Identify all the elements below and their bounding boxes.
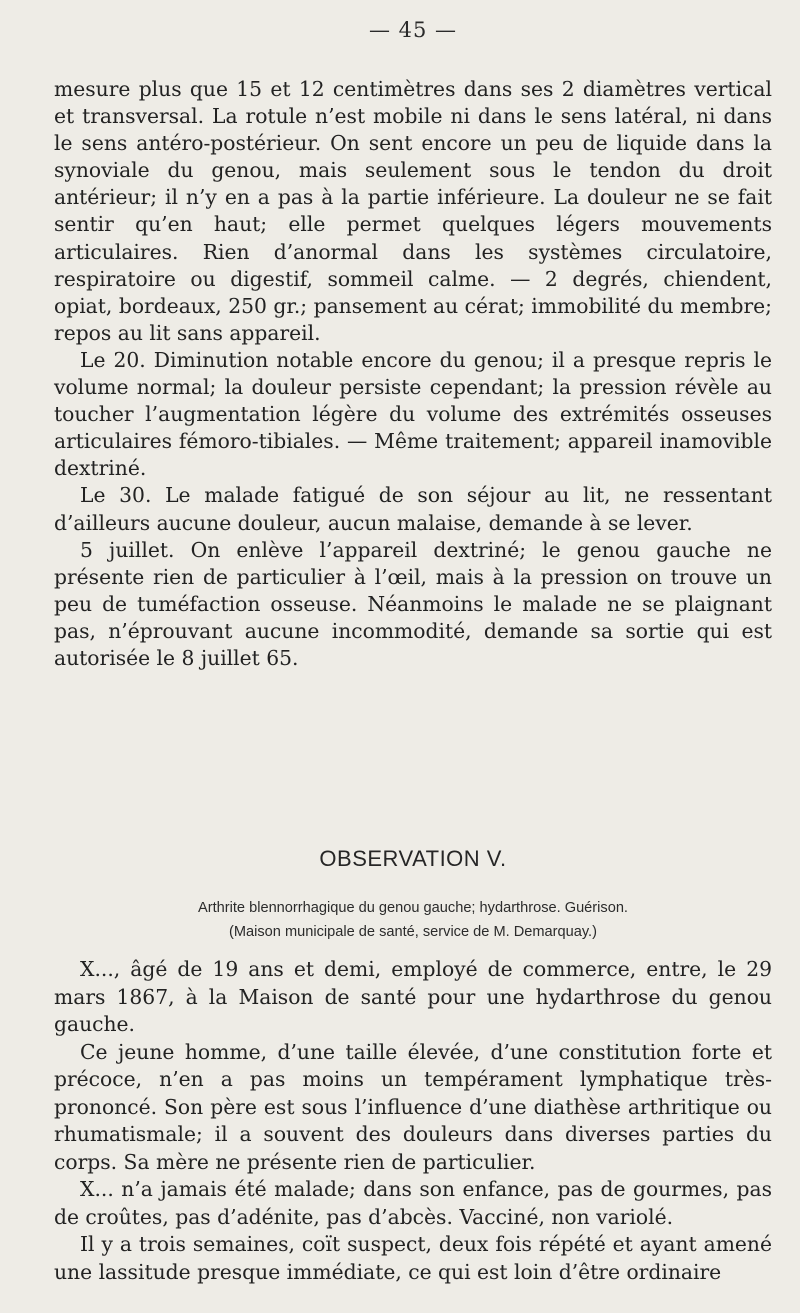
observation-diagnosis: Arthrite blennorrhagique du genou gauche; hydarthrose. Guérison. xyxy=(198,900,628,916)
observation-paragraph-constitution: Ce jeune homme, d’une taille élevée, d’une constitution forte et précoce, n’en a pas moins un tempérament lymphatique très-prononcé. Son père est sous l’influence d’une diathèse arthritique ou rhumatismale; il a souvent des douleurs dans diverses parties du corps. Sa mère ne présente rien de particulier. xyxy=(54,1039,772,1174)
page-number: — 45 — xyxy=(368,18,458,42)
paragraph-day-30: Le 30. Le malade fatigué de son séjour au lit, ne ressentant d’ailleurs aucune douleur, aucun malaise, demande à se lever. xyxy=(54,483,772,535)
paragraph-continuation: mesure plus que 15 et 12 centimètres dans ses 2 diamètres vertical et transversal. La rotule n’est mobile ni dans le sens latéral, ni dans le sens antéro-postérieur. On sent encore un peu de liquide dans la synoviale du genou, mais seulement sous le tendon du droit antérieur; il n’y en a pas à la partie inférieure. La douleur ne se fait sentir qu’en haut; elle permet quelques légers mouvements articulaires. Rien d’anormal dans les systèmes circulatoire, respiratoire ou digestif, sommeil calme. — 2 degrés, chiendent, opiat, bordeaux, 250 gr.; pansement au cérat; immobilité du membre; repos au lit sans appareil. xyxy=(54,77,772,345)
observation-source: (Maison municipale de santé, service de M. Demarquay.) xyxy=(229,924,597,940)
paragraph-day-20: Le 20. Diminution notable encore du genou; il a presque repris le volume normal; la douleur persiste cependant; la pression révèle au toucher l’augmentation légère du volume des extrémités osseuses articulaires fémoro-tibiales. — Même traitement; appareil inamovible dextriné. xyxy=(54,347,772,481)
observation-title: OBSERVATION V. xyxy=(319,846,507,871)
paragraph-july-5: 5 juillet. On enlève l’appareil dextriné; le genou gauche ne présente rien de particulier à l’œil, mais à la pression on trouve un peu de tuméfaction osseuse. Néanmoins le malade ne se plaignant pas, n’éprouvant aucune incommodité, demande sa sortie qui est autorisée le 8 juillet 65. xyxy=(54,537,772,670)
observation-subtitle xyxy=(54,896,772,944)
observation-paragraph-admission: X..., âgé de 19 ans et demi, employé de commerce, entre, le 29 mars 1867, à la Maison de santé pour une hydarthrose du genou gauche. xyxy=(54,957,772,1036)
observation-text xyxy=(54,956,772,1286)
body-text xyxy=(54,76,772,672)
observation-paragraph-history: X... n’a jamais été malade; dans son enfance, pas de gourmes, pas de croûtes, pas d’adénite, pas d’abcès. Vacciné, non variolé. xyxy=(54,1177,772,1229)
book-page xyxy=(54,0,772,1313)
observation-paragraph-onset: Il y a trois semaines, coït suspect, deux fois répété et ayant amené une lassitude presque immédiate, ce qui est loin d’être ordinaire xyxy=(54,1232,772,1284)
